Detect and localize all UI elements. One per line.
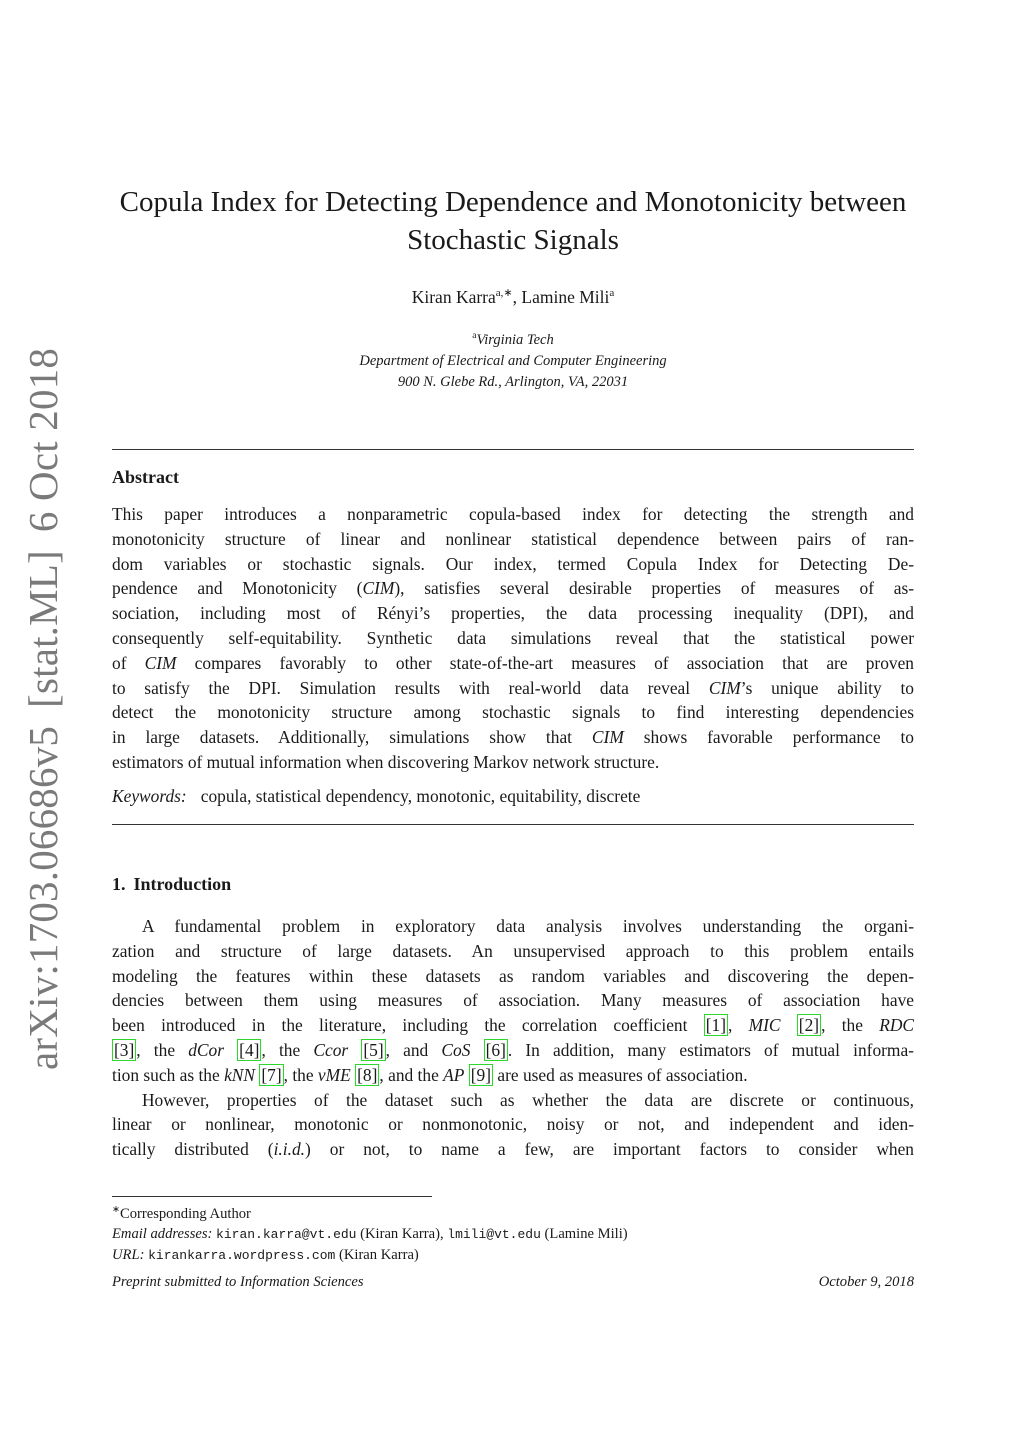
keywords-text: copula, statistical dependency, monotonic, equitability, discrete (200, 786, 641, 806)
measure-name: dCor (188, 1039, 224, 1060)
text-line: A fundamental problem in exploratory data analysis involves understanding the organi- (142, 916, 914, 936)
abstract-top-rule (112, 449, 914, 450)
text-run: , (728, 1015, 749, 1036)
abstract-body (112, 502, 914, 775)
citation-link[interactable]: [9] (470, 1064, 492, 1085)
text-line: zation and structure of large datasets. An unsupervised approach to this problem entails (112, 940, 914, 961)
citation-link[interactable]: [7] (261, 1064, 282, 1085)
url-label: URL: (112, 1246, 145, 1263)
section-title: Introduction (133, 874, 232, 894)
keywords (112, 786, 914, 807)
arxiv-id: arXiv:1703.06686v5 (20, 725, 66, 1070)
author-list (112, 286, 914, 308)
footnotes (112, 1200, 914, 1266)
corresponding-author-note (112, 1200, 914, 1224)
text-line: modeling the features within these datasets as random variables and discovering the depen- (112, 965, 914, 986)
text-run: tion such as the (112, 1064, 225, 1085)
abbreviation: i.i.d. (273, 1139, 305, 1160)
author-name: Kiran Karra (411, 286, 496, 307)
text-run: . In addition, many estimators of mutual informa- (507, 1039, 914, 1060)
citation-link[interactable]: [5] (363, 1039, 384, 1060)
institution: Virginia Tech (476, 331, 554, 348)
text-run (470, 1040, 483, 1060)
address: 900 N. Glebe Rd., Arlington, VA, 22031 (397, 373, 629, 390)
arxiv-date: 6 Oct 2018 (20, 347, 66, 533)
email-note (112, 1224, 914, 1245)
measure-name: CIM (591, 727, 624, 748)
page-footer (112, 1274, 914, 1291)
text-line: linear or nonlinear, monotonic or nonmonotonic, noisy or not, and independent and iden- (112, 1114, 914, 1135)
text-run: tically distributed ( (112, 1139, 274, 1160)
author-name: Lamine Mili (521, 286, 610, 307)
text-run: ) or not, to name a few, are important factors to consider when (305, 1139, 914, 1160)
citation-link[interactable]: [2] (798, 1015, 820, 1036)
affiliation-mark: a (472, 331, 477, 341)
text-run (224, 1040, 237, 1060)
measure-name: CIM (144, 652, 177, 673)
abstract-line: of CIM compares favorably to other state-of-the-art measures of association that are proven (112, 652, 914, 673)
abstract-line: pendence and Monotonicity (CIM), satisfies several desirable properties of measures of as- (112, 578, 915, 599)
measure-name: vME (317, 1064, 351, 1085)
section-heading (112, 874, 914, 895)
measure-name: Ccor (313, 1039, 349, 1060)
abstract-line: dom variables or stochastic signals. Our index, termed Copula Index for Detecting De- (112, 553, 914, 574)
text-line: However, properties of the dataset such as whether the data are discrete or continuous, (142, 1089, 914, 1110)
affiliation (112, 326, 914, 393)
paper-title (112, 183, 914, 259)
measure-name: CIM (362, 578, 395, 599)
abstract-line: monotonicity structure of linear and nonlinear statistical dependence between pairs of ran- (112, 528, 914, 549)
text-line (112, 1137, 914, 1162)
text-run (348, 1040, 361, 1060)
citation-link[interactable]: [4] (239, 1039, 260, 1060)
footnote-mark: ∗ (112, 1205, 120, 1215)
text-run: , and (385, 1039, 442, 1060)
email-link[interactable]: lmili@vt.edu (447, 1226, 541, 1242)
abstract-line: detect the monotonicity structure among stochastic signals to find interesting dependencies (112, 702, 914, 723)
section-number: 1. (112, 874, 126, 894)
title-line-2: Stochastic Signals (407, 224, 619, 256)
measure-name: MIC (748, 1015, 781, 1036)
url-owner: (Kiran Karra) (338, 1246, 419, 1263)
text-run: are used as measures of association. (493, 1064, 748, 1085)
text-line (112, 1013, 914, 1038)
email-label: Email addresses: (112, 1225, 213, 1242)
author-mark: a,∗ (495, 287, 513, 299)
citation-link[interactable]: [1] (705, 1015, 727, 1036)
text-run: , the (821, 1015, 880, 1036)
abstract-heading: Abstract (112, 467, 179, 487)
text-line (112, 1038, 914, 1063)
paragraph (112, 914, 914, 1088)
measure-name: CIM (708, 677, 741, 698)
url-link[interactable]: kirankarra.wordpress.com (148, 1247, 336, 1263)
arxiv-stamp (18, 347, 68, 1070)
text-run: , and the (379, 1064, 444, 1085)
author-separator: , (512, 286, 522, 307)
url-note (112, 1245, 914, 1266)
submission-note: Preprint submitted to Information Sciences (112, 1274, 364, 1290)
text-line: dencies between them using measures of association. Many measures of association have (112, 990, 914, 1011)
measure-name: kNN (224, 1064, 255, 1085)
text-run: , the (261, 1039, 314, 1060)
abstract-line: in large datasets. Additionally, simulations show that CIM shows favorable performance to (112, 727, 914, 748)
citation-link[interactable]: [6] (485, 1039, 506, 1060)
text-run: been introduced in the literature, including the correlation coefficient (112, 1015, 704, 1036)
text-run (781, 1015, 797, 1035)
measure-name: RDC (879, 1015, 914, 1036)
abstract-line: consequently self-equitability. Synthetic data simulations reveal that the statistical power (112, 627, 914, 648)
citation-link[interactable]: [3] (114, 1039, 135, 1060)
text-line (112, 1063, 914, 1088)
measure-name: AP (443, 1064, 465, 1085)
measure-name: CoS (441, 1039, 471, 1060)
abstract-bottom-rule (112, 824, 914, 825)
footnote-text: Corresponding Author (119, 1205, 251, 1222)
abstract-line: This paper introduces a nonparametric copula-based index for detecting the strength and (112, 504, 914, 524)
email-owner: (Lamine Mili) (544, 1225, 628, 1242)
footer-date: October 9, 2018 (818, 1274, 914, 1290)
paragraph (112, 1088, 914, 1162)
title-line-1: Copula Index for Detecting Dependence and Monotonicity between (119, 186, 907, 218)
department: Department of Electrical and Computer Engineering (359, 352, 667, 369)
abstract-line: sociation, including most of Rényi’s properties, the data processing inequality (DPI), and (112, 603, 914, 624)
email-link[interactable]: kiran.karra@vt.edu (216, 1226, 357, 1242)
intro-body (112, 914, 914, 1162)
text-run: , the (136, 1039, 189, 1060)
author-mark: a (609, 287, 615, 299)
abstract-line: to satisfy the DPI. Simulation results with real-world data reveal CIM’s unique ability to (112, 677, 915, 698)
footnote-rule (112, 1196, 432, 1197)
citation-link[interactable]: [8] (357, 1064, 378, 1085)
abstract-line: estimators of mutual information when discovering Markov network structure. (112, 751, 660, 772)
keywords-label: Keywords: (112, 786, 187, 806)
email-owner: (Kiran Karra), (360, 1225, 444, 1242)
text-run: , the (283, 1064, 318, 1085)
arxiv-category: [stat.ML] (20, 550, 66, 708)
